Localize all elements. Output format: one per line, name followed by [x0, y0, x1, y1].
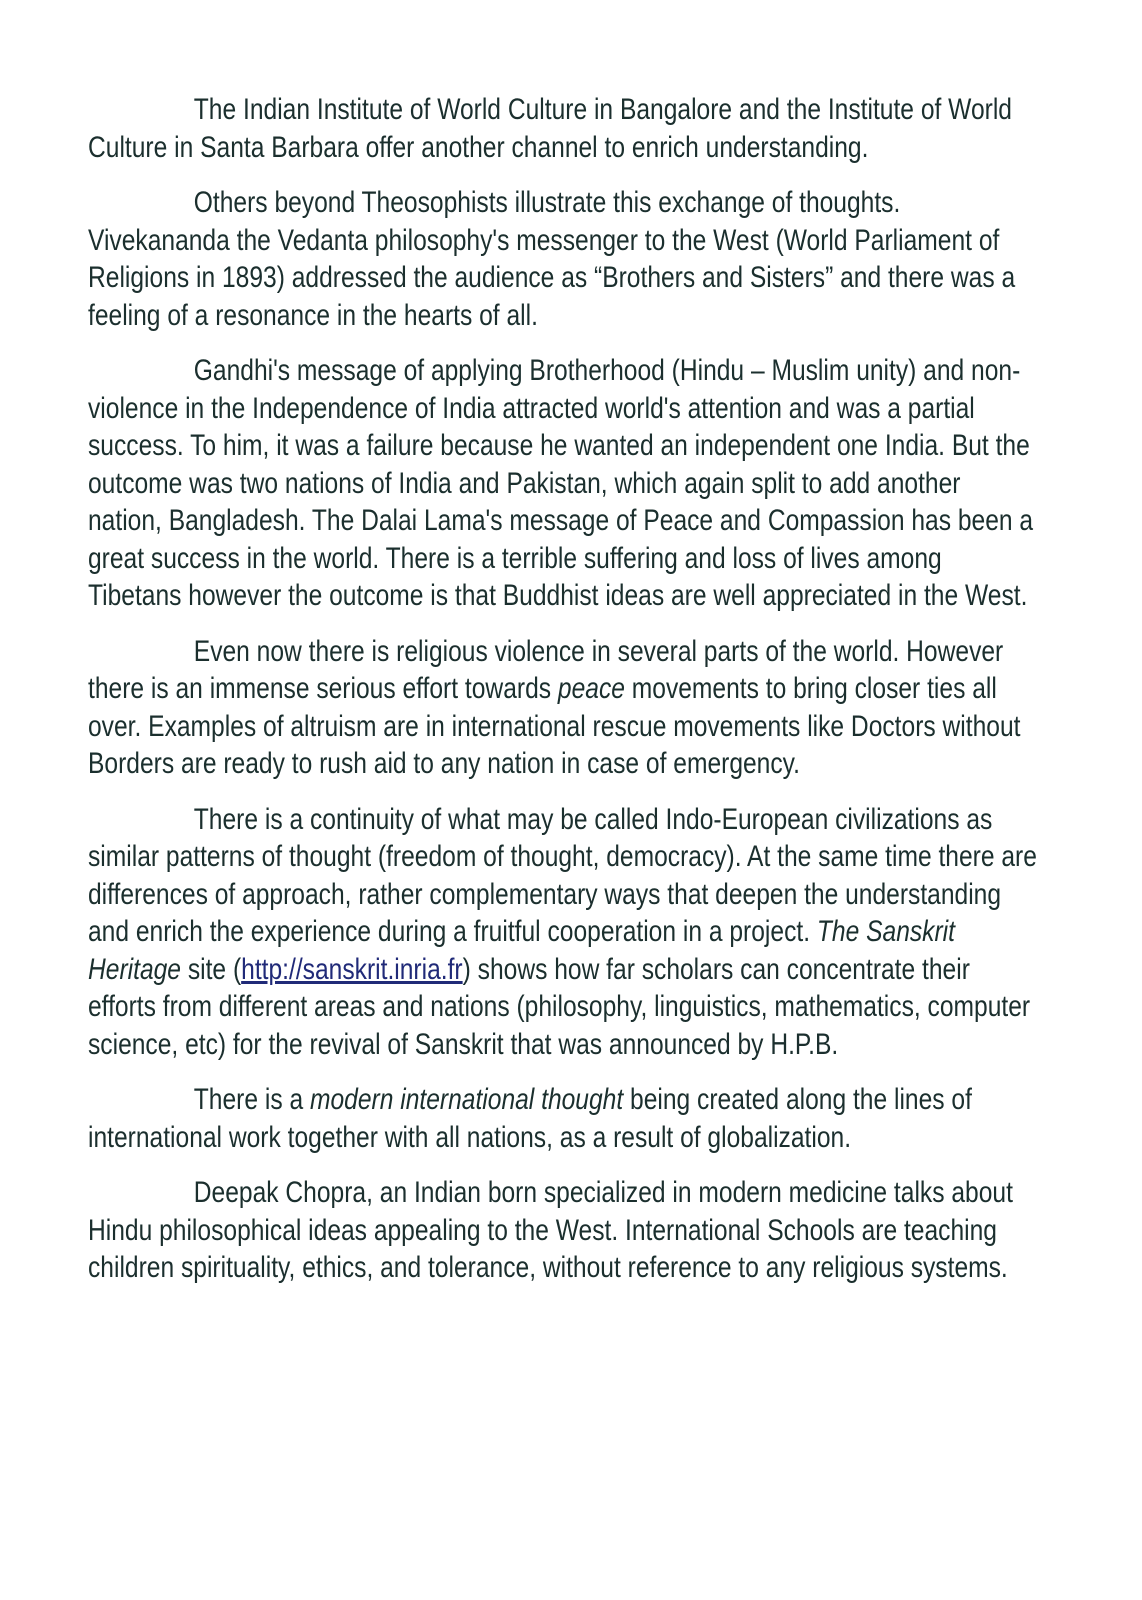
body-text: ) shows how far scholars can concentrate their efforts from different areas and nations (philosophy, linguistics, mathematics, computer science, etc) for the revival of Sanskrit that was announced by H.P.B.	[88, 952, 1031, 1061]
italic-text: The Sanskrit Heritage	[88, 915, 955, 986]
body-text: movements to bring closer ties all over. Examples of altruism are in international rescue movements like Doctors without Borders are ready to rush aid to any nation in case of emergency.	[88, 672, 1021, 780]
body-text: site (	[180, 952, 242, 986]
paragraph	[88, 1081, 1040, 1156]
italic-text: modern international thought	[310, 1083, 624, 1116]
paragraph	[88, 633, 1040, 783]
sanskrit-heritage-link[interactable]: http://sanskrit.inria.fr	[241, 952, 463, 986]
body-text: There is a continuity of what may be called Indo-European civilizations as similar patterns of thought (freedom of thought, democracy). At the same time there are differences of approach, rather complementary ways that deepen the understanding and enrich the experience during a fruitful cooperation in a project.	[88, 802, 1037, 948]
italic-text: peace	[557, 672, 625, 705]
body-text: being created along the lines of international work together with all nations, as a result of globalization.	[88, 1083, 972, 1154]
body-text: The Indian Institute of World Culture in Bangalore and the Institute of World Culture in Santa Barbara offer another channel to enrich understanding.	[88, 93, 1012, 164]
paragraph	[88, 801, 1040, 1064]
paragraph	[88, 184, 1040, 334]
body-text: Even now there is religious violence in several parts of the world. However there is an immense serious effort towards	[88, 634, 1004, 705]
body-text: Others beyond Theosophists illustrate this exchange of thoughts. Vivekananda the Vedanta philosophy's messenger to the West (World Parliament of Religions in 1893) addressed the audience as “Brothers and Sisters” and there was a feeling of a resonance in the hearts of all.	[88, 186, 1016, 332]
paragraph	[88, 91, 1040, 166]
body-text: There is a	[193, 1083, 311, 1116]
paragraph	[88, 1174, 1040, 1287]
body-text: Gandhi's message of applying Brotherhood (Hindu – Muslim unity) and non-violence in the Independence of India attracted world's attention and was a partial success. To him, it was a failure because he wanted an independent one India. But the outcome was two nations of India and Pakistan, which again split to add another nation, Bangladesh. The Dalai Lama's message of Peace and Compassion has been a great success in the world. There is a terrible suffering and loss of lives among Tibetans however the outcome is that Buddhist ideas are well appreciated in the West.	[88, 354, 1034, 612]
body-text: Deepak Chopra, an Indian born specialized in modern medicine talks about Hindu philosophical ideas appealing to the West. International Schools are teaching children spirituality, ethics, and tolerance, without reference to any religious systems.	[88, 1176, 1013, 1284]
article-body	[88, 0, 1040, 1305]
paragraph	[88, 352, 1040, 615]
